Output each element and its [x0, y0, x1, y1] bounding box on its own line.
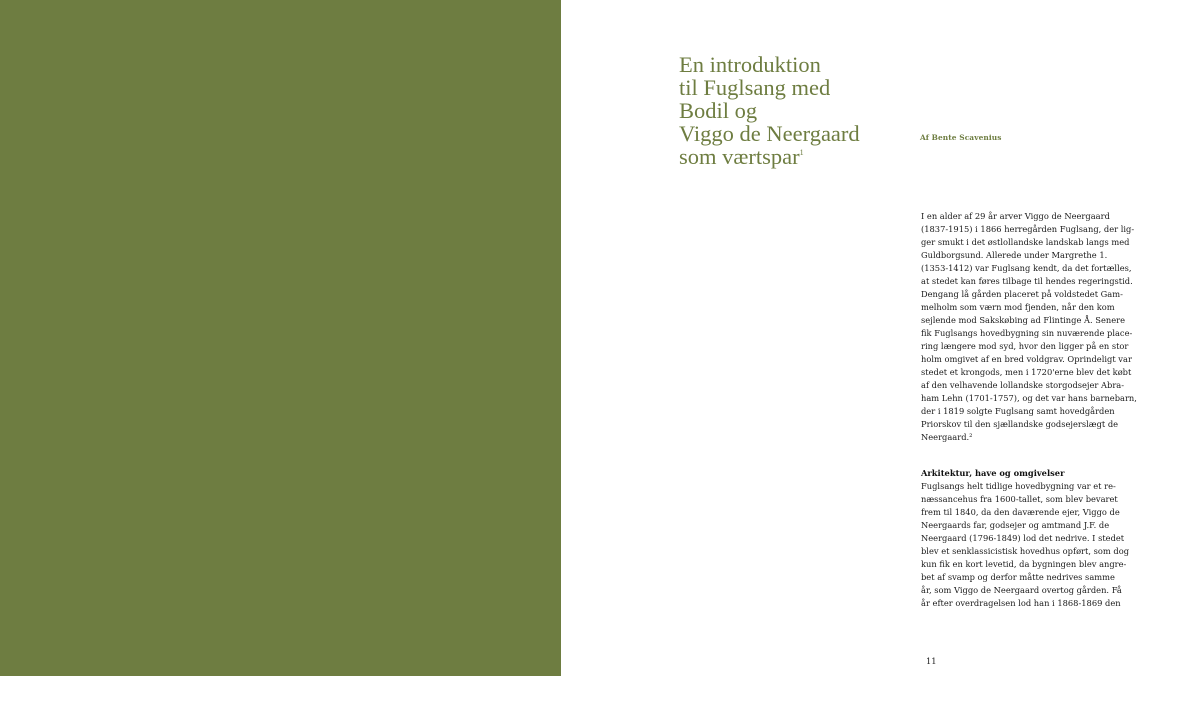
- text-line: holm omgivet af en bred voldgrav. Oprindeligt var: [921, 354, 1132, 364]
- text-line: år efter overdragelsen lod han i 1868-1869 den: [921, 598, 1121, 608]
- text-line: Priorskov til den sjællandske godsejerslægt de: [921, 419, 1119, 429]
- text-line: Guldborgsund. Allerede under Margrethe 1.: [921, 250, 1108, 260]
- green-color-panel: [0, 0, 561, 676]
- paragraph-architecture: [921, 480, 1141, 610]
- text-line: (1837-1915) i 1866 herregården Fuglsang, der lig-: [921, 224, 1135, 234]
- text-line: frem til 1840, da den daværende ejer, Viggo de: [921, 507, 1120, 517]
- author-byline: Af Bente Scavenius: [920, 133, 1002, 142]
- text-line: bet af svamp og derfor måtte nedrives samme: [921, 572, 1115, 582]
- text-line: stedet et krongods, men i 1720'erne blev det købt: [921, 367, 1132, 377]
- text-line: kun fik en kort levetid, da bygningen blev angre-: [921, 559, 1127, 569]
- text-line: (1353-1412) var Fuglsang kendt, da det fortælles,: [921, 263, 1132, 273]
- text-line: ger smukt i det østlollandske landskab langs med: [921, 237, 1130, 247]
- title-line: Viggo de Neergaard: [679, 121, 860, 146]
- text-line: at stedet kan føres tilbage til hendes regeringstid.: [921, 276, 1133, 286]
- text-line: der i 1819 solgte Fuglsang samt hovedgården: [921, 406, 1115, 416]
- title-line: En introduktion: [679, 52, 821, 77]
- section-heading: Arkitektur, have og omgivelser: [921, 468, 1065, 478]
- chapter-title: [679, 53, 899, 168]
- footnote-mark: 1: [799, 148, 804, 157]
- text-line: Neergaard (1796-1849) lod det nedrive. I stedet: [921, 533, 1125, 543]
- text-line: næssancehus fra 1600-tallet, som blev bevaret: [921, 494, 1118, 504]
- text-line: fik Fuglsangs hovedbygning sin nuværende place-: [921, 328, 1133, 338]
- text-line: ring længere mod syd, hvor den ligger på en stor: [921, 341, 1129, 351]
- text-line: ham Lehn (1701-1757), og det var hans barnebarn,: [921, 393, 1137, 403]
- paragraph-intro: [921, 210, 1141, 444]
- text-line: Neergaards far, godsejer og amtmand J.F. de: [921, 520, 1110, 530]
- title-line-text: som værtspar: [679, 144, 800, 169]
- text-line: af den velhavende lollandske storgodsejer Abra-: [921, 380, 1125, 390]
- text-line: melholm som værn mod fjenden, når den kom: [921, 302, 1115, 312]
- text-line: blev et senklassicistisk hovedhus opført, som dog: [921, 546, 1130, 556]
- title-line-last: [679, 145, 899, 168]
- title-line: Bodil og: [679, 98, 758, 123]
- text-line: sejlende mod Sakskøbing ad Flintinge Å. Senere: [921, 315, 1125, 325]
- title-line: til Fuglsang med: [679, 75, 831, 100]
- text-line: Dengang lå gården placeret på voldstedet Gam-: [921, 289, 1123, 299]
- text-line: Fuglsangs helt tidlige hovedbygning var et re-: [921, 481, 1116, 491]
- text-line: Neergaard.²: [921, 432, 973, 442]
- text-line: I en alder af 29 år arver Viggo de Neergaard: [921, 211, 1110, 221]
- page-number: 11: [926, 656, 937, 666]
- text-line: år, som Viggo de Neergaard overtog gården. Få: [921, 585, 1122, 595]
